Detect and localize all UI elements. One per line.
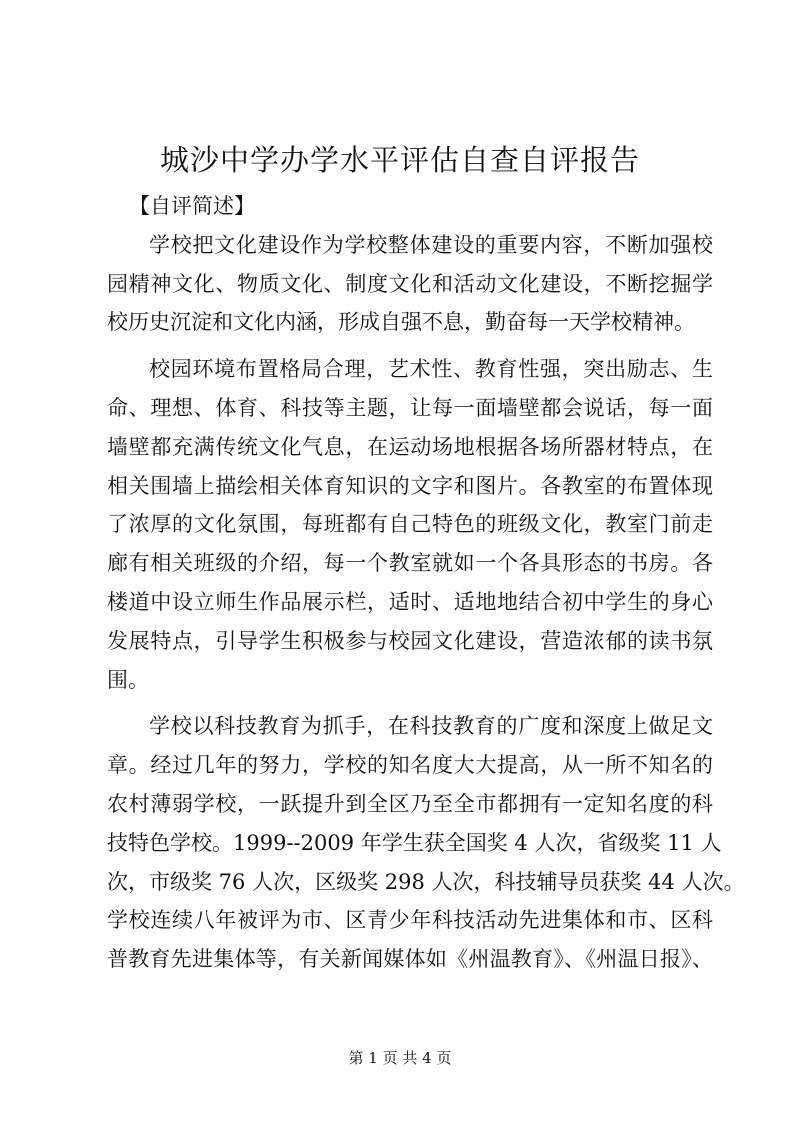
paragraph-line: 相关围墙上描绘相关体育知识的文字和图片。各教室的布置体现 xyxy=(107,473,713,498)
paragraph-line: 章。经过几年的努力，学校的知名度大大提高，从一所不知名的 xyxy=(107,753,713,778)
paragraph-line: 了浓厚的文化氛围，每班都有自己特色的班级文化，教室门前走 xyxy=(107,512,713,537)
paragraph-line: 农村薄弱学校，一跃提升到全区乃至全市都拥有一定知名度的科 xyxy=(107,791,713,816)
page-title: 城沙中学办学水平评估自查自评报告 xyxy=(159,143,640,177)
paragraph-line: 墙壁都充满传统文化气息，在运动场地根据各场所器材特点，在 xyxy=(107,434,713,459)
paragraph-line: 技特色学校。1999--2009 年学生获全国奖 4 人次，省级奖 11 人 xyxy=(107,830,722,855)
paragraph-line: 校园环境布置格局合理，艺术性、教育性强，突出励志、生 xyxy=(149,357,713,382)
paragraph-line: 围。 xyxy=(107,667,149,692)
paragraph-line: 校历史沉淀和文化内涵，形成自强不息，勤奋每一天学校精神。 xyxy=(107,310,695,335)
paragraph-line: 楼道中设立师生作品展示栏，适时、适地地结合初中学生的身心 xyxy=(107,589,713,614)
paragraph-line: 廊有相关班级的介绍，每一个教室就如一个各具形态的书房。各 xyxy=(107,551,713,576)
page-footer: 第 1 页 共 4 页 xyxy=(348,1049,452,1067)
paragraph-1 xyxy=(107,226,713,342)
paragraph-3 xyxy=(107,707,745,979)
paragraph-line: 园精神文化、物质文化、制度文化和活动文化建设，不断挖掘学 xyxy=(107,271,713,296)
paragraph-line: 命、理想、体育、科技等主题，让每一面墙壁都会说话，每一面 xyxy=(107,395,713,420)
document-body xyxy=(107,187,745,979)
paragraph-line: 发展特点，引导学生积极参与校园文化建设，营造浓郁的读书氛 xyxy=(107,628,713,653)
section-heading: 【自评简述】 xyxy=(129,194,255,218)
paragraph-line: 次，市级奖 76 人次，区级奖 298 人次，科技辅导员获奖 44 人次。 xyxy=(107,869,745,894)
paragraph-line: 学校连续八年被评为市、区青少年科技活动先进集体和市、区科 xyxy=(107,908,713,933)
paragraph-2 xyxy=(107,350,713,699)
paragraph-line: 学校把文化建设作为学校整体建设的重要内容，不断加强校 xyxy=(149,232,713,257)
paragraph-line: 学校以科技教育为抓手，在科技教育的广度和深度上做足文 xyxy=(149,714,713,739)
paragraph-line: 普教育先进集体等，有关新闻媒体如《州温教育》、《州温日报》、 xyxy=(107,947,713,972)
